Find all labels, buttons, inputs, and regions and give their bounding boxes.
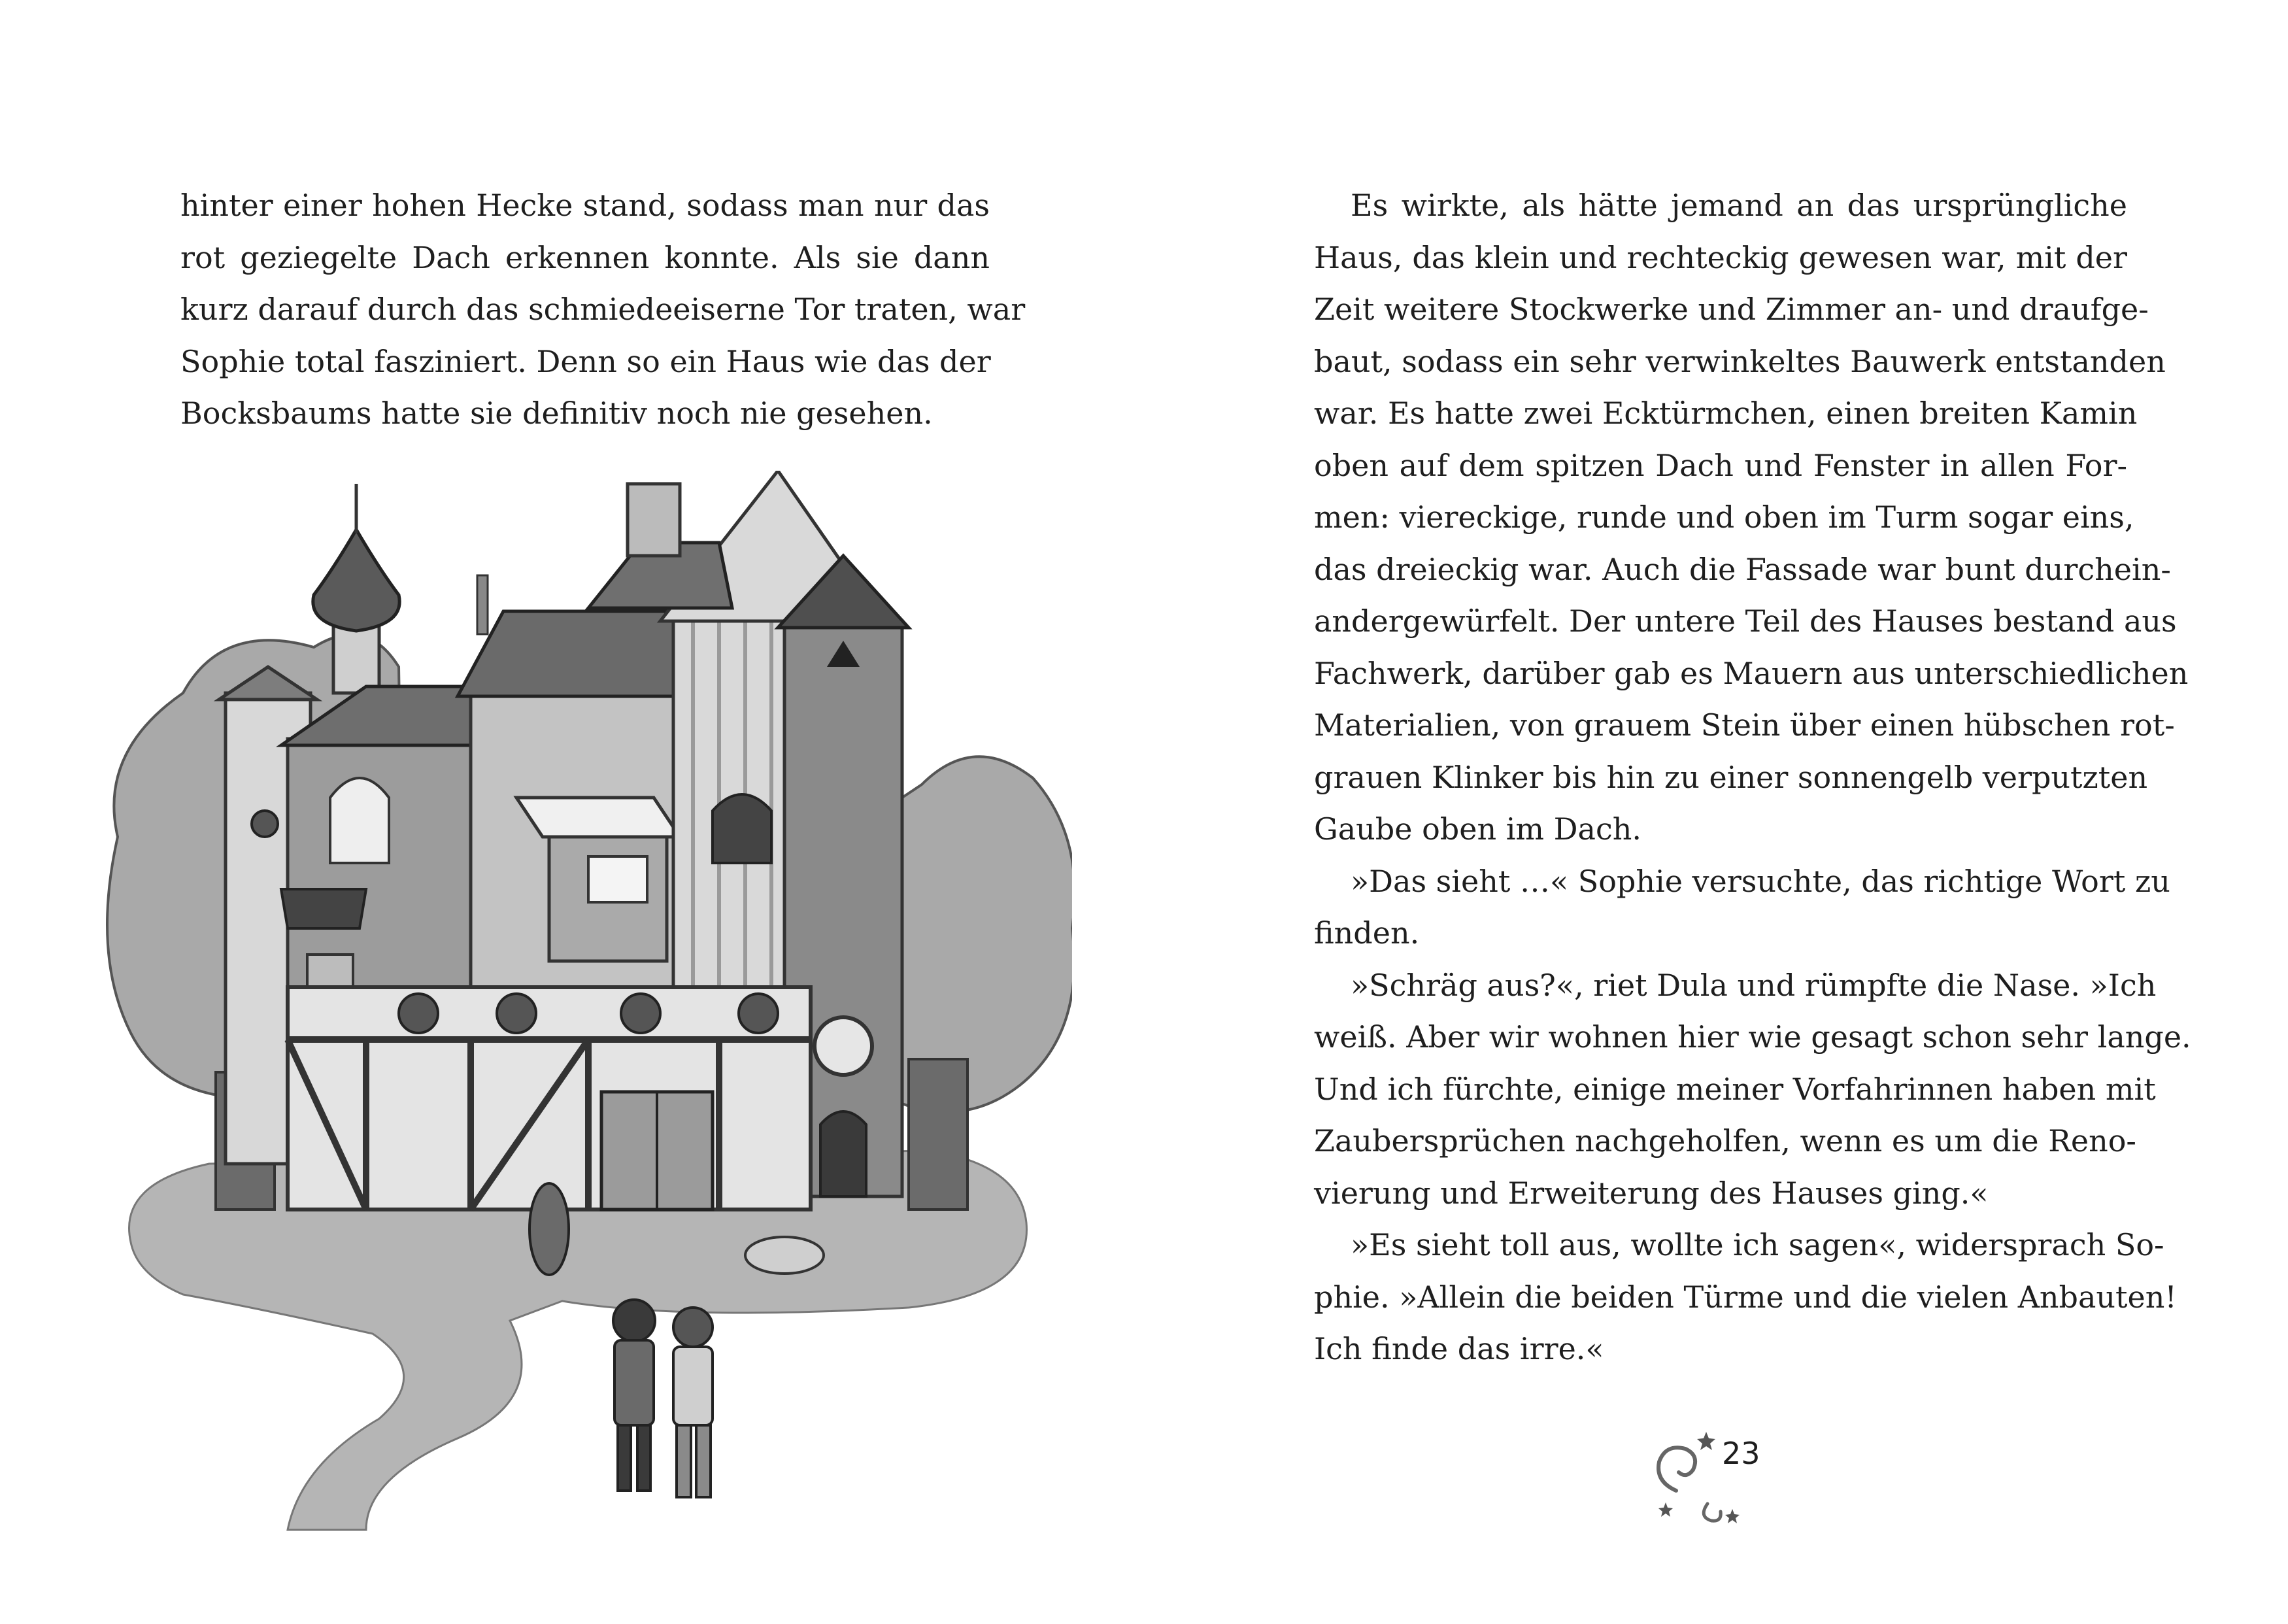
arched-window	[330, 778, 389, 863]
text-line: das dreieckig war. Auch die Fassade war bunt durchein-	[1314, 551, 2171, 587]
text-line: Und ich fürchte, einige meiner Vorfahrinnen haben mit	[1314, 1071, 2156, 1107]
text-line: war. Es hatte zwei Ecktürmchen, einen breiten Kamin	[1314, 396, 2138, 431]
text-line: oben auf dem spitzen Dach und Fenster in allen For-	[1314, 447, 2127, 483]
bay-window-pane	[588, 856, 647, 902]
text-line: kurz darauf durch das schmiedeeiserne Tor traten, war	[180, 292, 1026, 327]
text-line: Gaube oben im Dach.	[1314, 811, 1641, 847]
text-line: rot geziegelte Dach erkennen konnte. Als sie dann	[180, 239, 990, 275]
left-paragraph	[180, 180, 1026, 440]
text-line: Es wirkte, als hätte jemand an das ursprüngliche	[1351, 188, 2127, 223]
text-line: Ich finde das irre.«	[1314, 1331, 1604, 1366]
text-line: Materialien, von grauem Stein über einen hübschen rot-	[1314, 707, 2175, 743]
tree-right-trunk	[909, 1059, 967, 1210]
text-line: baut, sodass ein sehr verwinkeltes Bauwerk entstanden	[1314, 343, 2166, 379]
chimney-pipe	[477, 575, 488, 634]
text-line: »Schräg aus?«, riet Dula und rümpfte die Nase. »Ich	[1351, 967, 2157, 1003]
flower-pot	[745, 1237, 824, 1274]
text-line: Sophie total fasziniert. Denn so ein Haus wie das der	[180, 343, 991, 379]
onion-dome	[313, 530, 399, 631]
text-line: hinter einer hohen Hecke stand, sodass man nur das	[180, 188, 990, 223]
text-line: Fachwerk, darüber gab es Mauern aus unterschiedlichen	[1314, 655, 2189, 691]
right-text-block	[1314, 180, 2191, 1376]
turret-window	[252, 811, 278, 837]
text-line: »Es sieht toll aus, wollte ich sagen«, widersprach So-	[1351, 1227, 2164, 1262]
text-line: Zeit weitere Stockwerke und Zimmer an- und draufge-	[1314, 292, 2149, 327]
text-line: »Das sieht …« Sophie versuchte, das richtige Wort zu	[1351, 863, 2170, 899]
awning	[281, 889, 366, 928]
text-line: Zaubersprüchen nachgeholfen, wenn es um die Reno-	[1314, 1123, 2136, 1159]
tower-door	[820, 1111, 866, 1196]
page-folio	[1636, 1419, 1792, 1530]
text-line: finden.	[1314, 915, 1420, 951]
text-line: Bocksbaums hatte sie definitiv noch nie gesehen.	[180, 396, 933, 431]
right-page	[1144, 0, 2288, 1624]
text-line: grauen Klinker bis hin zu einer sonnengelb verputzten	[1314, 759, 2148, 795]
text-line: phie. »Allein die beiden Türme und die vielen Anbauten!	[1314, 1279, 2177, 1315]
rose-window	[815, 1017, 872, 1075]
swirl-stars-icon	[1636, 1419, 1792, 1530]
shrub	[530, 1183, 569, 1275]
text-line: weiß. Aber wir wohnen hier wie gesagt schon sehr lange.	[1314, 1019, 2191, 1055]
house-illustration	[92, 471, 1072, 1569]
gable-arch-window	[713, 794, 771, 863]
text-line: Haus, das klein und rechteckig gewesen war, mit der	[1314, 239, 2127, 275]
text-line: andergewürfelt. Der untere Teil des Hauses bestand aus	[1314, 603, 2177, 639]
chimney	[628, 484, 680, 556]
text-line: vierung und Erweiterung des Hauses ging.«	[1314, 1175, 1989, 1211]
page-number: 23	[1722, 1436, 1760, 1471]
text-line: men: viereckige, runde und oben im Turm sogar eins,	[1314, 499, 2134, 535]
girls-figures	[613, 1300, 713, 1497]
bay-roof	[516, 798, 680, 837]
